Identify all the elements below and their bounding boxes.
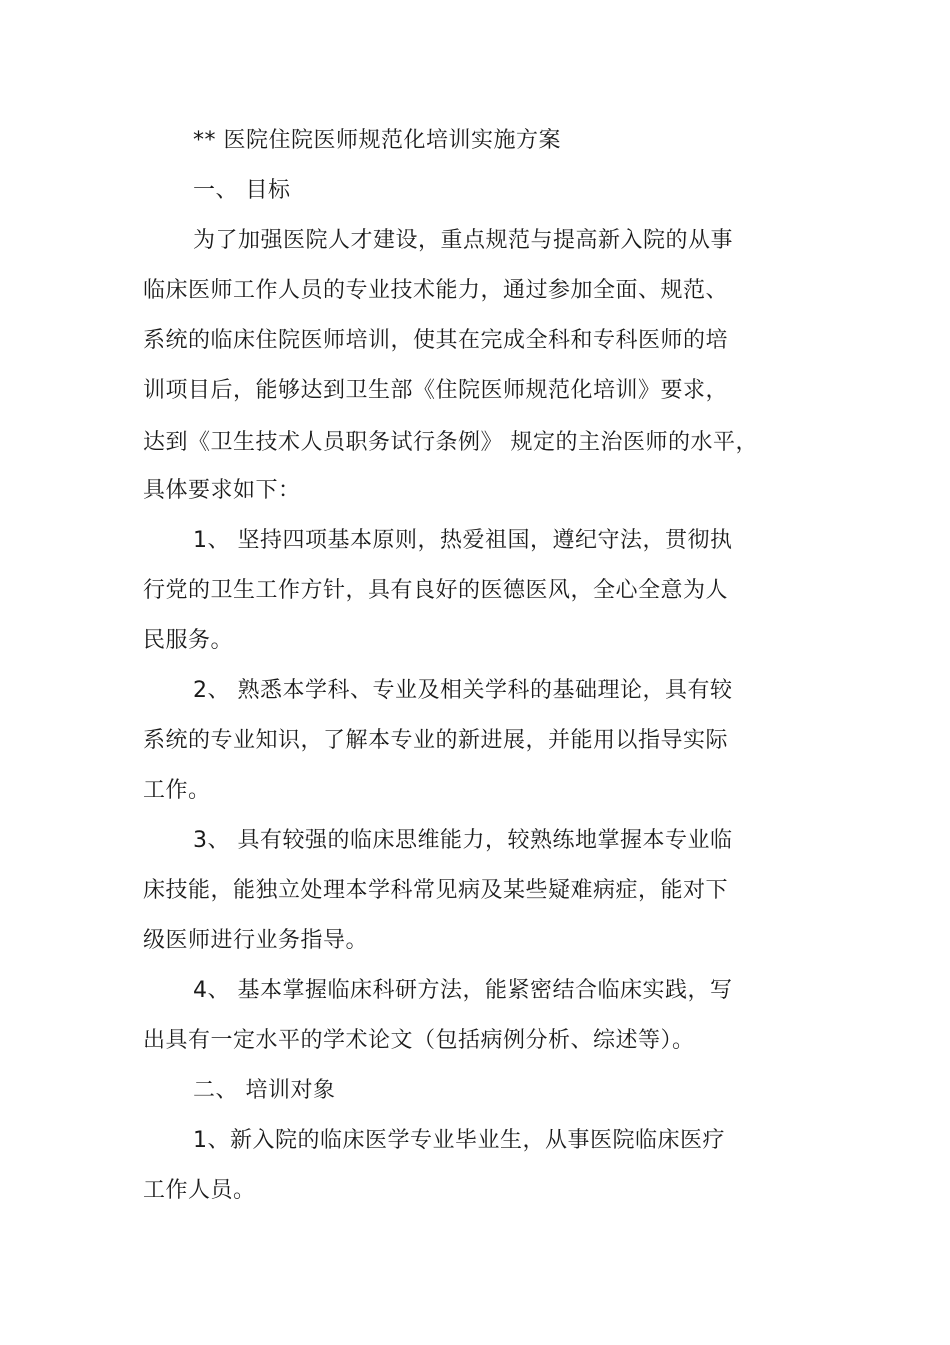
list-item-line: 行党的卫生工作方针，具有良好的医德医风，全心全意为人 [143, 578, 729, 603]
list-item-line: 级医师进行业务指导。 [143, 928, 369, 953]
list-item-line: 1、新入院的临床医学专业毕业生，从事医院临床医疗 [193, 1128, 725, 1153]
paragraph-line: 具体要求如下： [143, 478, 301, 503]
list-item-line: 4、 基本掌握临床科研方法，能紧密结合临床实践，写 [193, 978, 733, 1003]
list-item-line: 3、 具有较强的临床思维能力，较熟练地掌握本专业临 [193, 828, 733, 853]
paragraph-line: 达到《卫生技术人员职务试行条例》 规定的主治医师的水平， [143, 430, 758, 455]
list-item-line: 1、 坚持四项基本原则，热爱祖国，遵纪守法，贯彻执 [193, 528, 733, 553]
list-item-line: 工作人员。 [143, 1178, 256, 1203]
list-item-line: 床技能，能独立处理本学科常见病及某些疑难病症，能对下 [143, 878, 729, 903]
paragraph-line: 训项目后，能够达到卫生部《住院医师规范化培训》要求， [143, 378, 729, 403]
list-item-line: 工作。 [143, 778, 211, 803]
paragraph-line: 系统的临床住院医师培训，使其在完成全科和专科医师的培 [143, 328, 729, 353]
list-item-line: 出具有一定水平的学术论文（包括病例分析、综述等）。 [143, 1028, 695, 1053]
list-item-line: 2、 熟悉本学科、专业及相关学科的基础理论，具有较 [193, 678, 733, 703]
list-item-line: 系统的专业知识，了解本专业的新进展，并能用以指导实际 [143, 728, 729, 753]
paragraph-line: 临床医师工作人员的专业技术能力，通过参加全面、规范、 [143, 278, 729, 303]
list-item-line: 民服务。 [143, 628, 234, 653]
paragraph-line: 为了加强医院人才建设，重点规范与提高新入院的从事 [193, 228, 734, 253]
document-title: ** 医院住院医师规范化培训实施方案 [193, 128, 561, 153]
section-heading-goals: 一、 目标 [193, 178, 291, 203]
section-heading-trainees: 二、 培训对象 [193, 1078, 336, 1103]
